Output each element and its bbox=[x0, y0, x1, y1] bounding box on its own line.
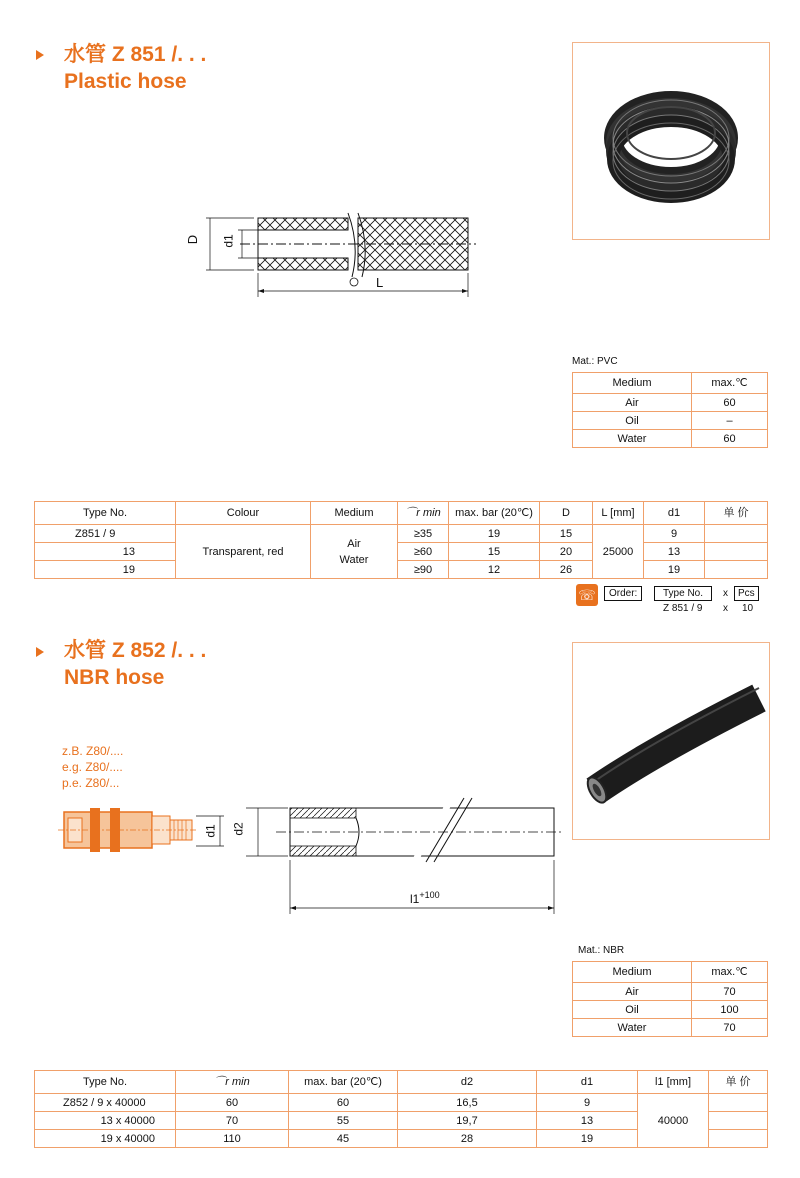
bend-radius-icon: ⌒ bbox=[214, 1076, 226, 1088]
length-cell: 25000 bbox=[593, 525, 644, 579]
medium-water: Water bbox=[339, 553, 369, 566]
order-example-type: Z 851 / 9 bbox=[663, 603, 703, 614]
d1-cell: 13 bbox=[644, 543, 705, 561]
rmin-cell: 60 bbox=[176, 1094, 289, 1112]
phone-icon: ☏ bbox=[576, 584, 598, 606]
d2-cell: 28 bbox=[398, 1130, 537, 1148]
col-price: 单 价 bbox=[705, 502, 768, 525]
mat-header-max: max.℃ bbox=[692, 962, 768, 983]
mat-cell: Air bbox=[573, 394, 692, 412]
order-x: x bbox=[723, 588, 728, 599]
rmin-cell: 70 bbox=[176, 1112, 289, 1130]
plastic-hose-photo bbox=[572, 42, 770, 240]
price-cell bbox=[705, 543, 768, 561]
example-line-3: p.e. Z80/... bbox=[62, 776, 120, 790]
section2-title-cn: 水管 Z 852 /. . . bbox=[64, 639, 207, 662]
d1-cell: 13 bbox=[537, 1112, 638, 1130]
colour-cell: Transparent, red bbox=[176, 525, 311, 579]
price-cell bbox=[709, 1094, 768, 1112]
mat-cell: Air bbox=[573, 983, 692, 1001]
black-hose-photo bbox=[573, 643, 769, 839]
D-cell: 26 bbox=[540, 561, 593, 579]
material-table-2 bbox=[572, 961, 768, 1037]
example-line-1: z.B. Z80/.... bbox=[62, 744, 124, 758]
dim-d1-label: d1 bbox=[221, 234, 236, 248]
dim-d1-label-2: d1 bbox=[203, 824, 218, 838]
col-max-bar: max. bar (20℃) bbox=[289, 1071, 398, 1094]
col-d2: d2 bbox=[398, 1071, 537, 1094]
price-cell bbox=[709, 1112, 768, 1130]
d1-cell: 19 bbox=[537, 1130, 638, 1148]
type-no-cell: 19 x 40000 bbox=[35, 1130, 176, 1148]
col-price: 单 价 bbox=[709, 1071, 768, 1094]
d1-cell: 9 bbox=[537, 1094, 638, 1112]
dim-l1-label: $l1^{+100}$ bbox=[410, 890, 440, 906]
bar-cell: 19 bbox=[449, 525, 540, 543]
section2-title-en: NBR hose bbox=[64, 666, 165, 689]
bar-cell: 12 bbox=[449, 561, 540, 579]
example-line-2: e.g. Z80/.... bbox=[62, 760, 123, 774]
material-label: Mat.: PVC bbox=[572, 356, 618, 367]
bend-radius-icon: ⌒ bbox=[405, 507, 417, 519]
mat-header-medium: Medium bbox=[573, 373, 692, 394]
mat-cell: Water bbox=[573, 1019, 692, 1037]
type-no-cell: Z851 / 9 bbox=[35, 525, 176, 543]
material-table-1 bbox=[572, 372, 768, 448]
type-no-cell: 13 x 40000 bbox=[35, 1112, 176, 1130]
dim-L-label: L bbox=[376, 275, 384, 290]
type-no-cell: 13 bbox=[35, 543, 176, 561]
coupling-drawing bbox=[58, 800, 198, 860]
price-cell bbox=[705, 525, 768, 543]
price-cell bbox=[709, 1130, 768, 1148]
col-colour: Colour bbox=[176, 502, 311, 525]
spec-table-1 bbox=[34, 501, 768, 579]
material-label-2: Mat.: NBR bbox=[578, 945, 625, 956]
D-cell: 15 bbox=[540, 525, 593, 543]
order-type-no-label: Type No. bbox=[654, 586, 712, 601]
col-d1: d1 bbox=[537, 1071, 638, 1094]
rmin-cell: ≥90 bbox=[398, 561, 449, 579]
mat-cell: 100 bbox=[692, 1001, 768, 1019]
mat-cell: 70 bbox=[692, 1019, 768, 1037]
bullet-triangle-icon bbox=[36, 647, 44, 657]
col-l1: l1 [mm] bbox=[638, 1071, 709, 1094]
spec-table-2 bbox=[34, 1070, 768, 1148]
mat-cell: Water bbox=[573, 430, 692, 448]
section1-title-en: Plastic hose bbox=[64, 70, 187, 93]
dim-d2-label: d2 bbox=[231, 822, 246, 836]
length-cell: 40000 bbox=[638, 1094, 709, 1148]
mat-header-medium: Medium bbox=[573, 962, 692, 983]
rmin-cell: ≥35 bbox=[398, 525, 449, 543]
bar-cell: 55 bbox=[289, 1112, 398, 1130]
mat-cell: Oil bbox=[573, 1001, 692, 1019]
col-d1: d1 bbox=[644, 502, 705, 525]
medium-air: Air bbox=[347, 537, 361, 550]
D-cell: 20 bbox=[540, 543, 593, 561]
nbr-hose-drawing bbox=[236, 792, 566, 922]
mat-cell: – bbox=[692, 412, 768, 430]
section1-title-cn: 水管 Z 851 /. . . bbox=[64, 43, 207, 66]
order-pcs-label: Pcs bbox=[734, 586, 759, 601]
col-bend-radius: ⌒r min bbox=[176, 1071, 289, 1094]
mat-cell: 70 bbox=[692, 983, 768, 1001]
mat-cell: 60 bbox=[692, 394, 768, 412]
col-max-bar: max. bar (20℃) bbox=[449, 502, 540, 525]
order-example-qty: 10 bbox=[742, 603, 754, 614]
order-example-x: x bbox=[723, 603, 728, 614]
order-label: Order: bbox=[604, 586, 642, 601]
col-type-no: Type No. bbox=[35, 1071, 176, 1094]
col-medium: Medium bbox=[311, 502, 398, 525]
d1-cell: 9 bbox=[644, 525, 705, 543]
bar-cell: 15 bbox=[449, 543, 540, 561]
d1-cell: 19 bbox=[644, 561, 705, 579]
d2-cell: 19,7 bbox=[398, 1112, 537, 1130]
plastic-hose-drawing bbox=[180, 205, 480, 305]
type-no-cell: 19 bbox=[35, 561, 176, 579]
col-type-no: Type No. bbox=[35, 502, 176, 525]
dim-D-label: D bbox=[185, 234, 201, 245]
rmin-cell: 110 bbox=[176, 1130, 289, 1148]
medium-cell bbox=[311, 525, 398, 579]
nbr-hose-photo bbox=[572, 642, 770, 840]
mat-cell: Oil bbox=[573, 412, 692, 430]
price-cell bbox=[705, 561, 768, 579]
col-L: L [mm] bbox=[593, 502, 644, 525]
type-no-cell: Z852 / 9 x 40000 bbox=[35, 1094, 176, 1112]
rmin-cell: ≥60 bbox=[398, 543, 449, 561]
col-D: D bbox=[540, 502, 593, 525]
coiled-black-hose-photo bbox=[573, 43, 769, 239]
bullet-triangle-icon bbox=[36, 50, 44, 60]
bar-cell: 60 bbox=[289, 1094, 398, 1112]
d2-cell: 16,5 bbox=[398, 1094, 537, 1112]
dim-l1-tolerance: +100 bbox=[419, 890, 440, 900]
mat-cell: 60 bbox=[692, 430, 768, 448]
mat-header-max: max.℃ bbox=[692, 373, 768, 394]
bar-cell: 45 bbox=[289, 1130, 398, 1148]
col-bend-radius: ⌒r min bbox=[398, 502, 449, 525]
